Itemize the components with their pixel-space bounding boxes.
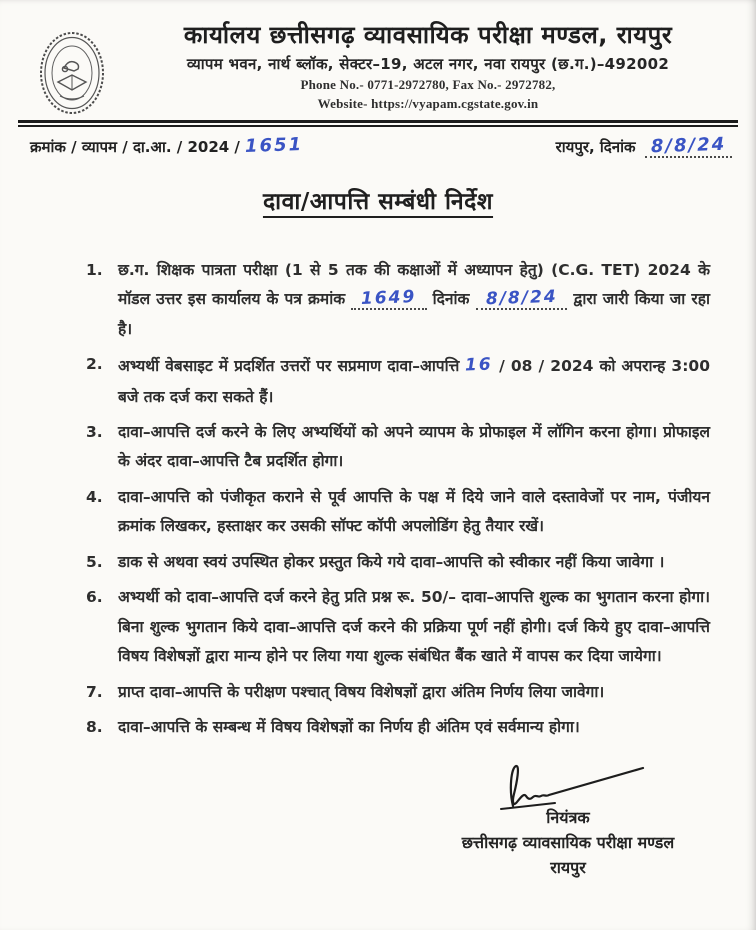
item-text: दावा–आपत्ति को पंजीकृत कराने से पूर्व आपत्ति के पक्ष में दिये जाने वाले दस्तावेजों पर नाम, पंजीयन क्रमांक लिखकर, हस्ताक्षर कर उसकी सॉफ्ट कॉपी अपलोडिंग हेतु तैयार रखें।: [118, 487, 710, 536]
reference-number-handwritten: 1651: [244, 133, 304, 158]
item-text: छ.ग. शिक्षक पात्रता परीक्षा (1 से 5 तक की कक्षाओं में अध्यापन हेतु) (C.G. TET) 2024 के मॉडल उत्तर इस कार्यालय के पत्र क्रमांक 1649 दिनांक 8/8/24 द्वारा जारी किया जा रहा है।: [118, 261, 710, 338]
notice-title: दावा/आपत्ति सम्बंधी निर्देश: [262, 189, 494, 215]
phone-fax-line: Phone No.- 0771-2972780, Fax No.- 2972782,: [300, 77, 556, 92]
reference-number: [30, 133, 304, 158]
instruction-list: [86, 256, 710, 742]
website-line: Website- https://vyapam.cgstate.gov.in: [317, 96, 539, 111]
letter-date-handwritten: 8/8/24: [485, 287, 558, 310]
item-number: 1.: [86, 261, 103, 279]
item-number: 5.: [86, 552, 103, 571]
item-text: प्राप्त दावा–आपत्ति के परीक्षण पश्चात् विषय विशेषज्ञों द्वारा अंतिम निर्णय लिया जावेगा।: [118, 682, 605, 701]
date-handwritten: 8/8/24: [650, 133, 727, 158]
signatory-place: रायपुर: [550, 858, 586, 878]
objection-day-handwritten: 16: [465, 354, 494, 376]
org-address: व्यापम भवन, नार्थ ब्लॉक, सेक्टर–19, अटल नगर, नवा रायपुर (छ.ग.)–492002: [186, 55, 670, 73]
date-fill-line: [645, 133, 732, 158]
header-divider: [18, 120, 738, 127]
item-text: अभ्यर्थी को दावा–आपत्ति दर्ज करने हेतु प्रति प्रश्न रू. 50/– दावा–आपत्ति शुल्क का भुगतान करना होगा। बिना शुल्क भुगतान किये दावा–आपत्ति दर्ज करने की प्रक्रिया पूर्ण नहीं होगी। दर्ज किये हुए दावा–आपत्ति विषय विशेषज्ञों द्वारा मान्य होने पर लिया गया शुल्क संबंधित बैंक खाते में वापस कर दिया जायेगा।: [118, 588, 710, 666]
instruction-item-2: [86, 350, 710, 412]
item-text: डाक से अथवा स्वयं उपस्थित होकर प्रस्तुत किये गये दावा–आपत्ति को स्वीकार नहीं किया जावेगा ।: [118, 552, 665, 571]
letterhead: [0, 0, 756, 112]
instruction-item-4: [86, 483, 710, 542]
item-number: 6.: [86, 588, 103, 607]
item-text: दावा–आपत्ति दर्ज करने के लिए अभ्यर्थियों को अपने व्यापम के प्रोफाइल में लॉगिन करना होगा। प्रोफाइल के अंदर दावा–आपत्ति टैब प्रदर्शित होगा।: [118, 423, 710, 471]
instruction-item-6: [86, 583, 710, 671]
instruction-item-5: [86, 548, 710, 577]
item-text: दावा–आपत्ति के सम्बन्ध में विषय विशेषज्ञों का निर्णय ही अंतिम एवं सर्वमान्य होगा।: [118, 717, 580, 736]
item-number: 8.: [86, 717, 103, 736]
letter-number-handwritten: 1649: [360, 287, 417, 310]
instruction-item-1: [86, 256, 710, 344]
org-name: कार्यालय छत्तीसगढ़ व्यावसायिक परीक्षा मण्डल, रायपुर: [183, 21, 673, 49]
vyapam-seal-icon: [38, 30, 106, 116]
reference-number-label: क्रमांक / व्यापम / दा.आ. / 2024 /: [30, 138, 240, 156]
signature-block: [408, 760, 728, 880]
signatory-designation: नियंत्रक: [546, 808, 590, 828]
item-number: 3.: [86, 423, 103, 442]
letter-number-fill: [351, 287, 426, 310]
item-number: 7.: [86, 682, 103, 701]
letterhead-text: [128, 20, 728, 112]
instruction-item-7: [86, 678, 710, 707]
instruction-item-8: [86, 713, 710, 742]
item-number: 4.: [86, 487, 103, 506]
letter-date-fill: [476, 287, 568, 310]
reference-row: [0, 127, 756, 158]
signatory-org: छत्तीसगढ़ व्यावसायिक परीक्षा मण्डल: [461, 833, 675, 853]
instruction-item-3: [86, 418, 710, 477]
place-date: [555, 133, 732, 158]
item-text: अभ्यर्थी वेबसाइट में प्रदर्शित उत्तरों पर सप्रमाण दावा–आपत्ति 16 / 08 / 2024 को अपरान्ह 3:00 बजे तक दर्ज करा सकते हैं।: [118, 350, 710, 412]
signature-icon: [483, 760, 653, 812]
item-number: 2.: [86, 355, 103, 374]
place-date-label: रायपुर, दिनांक: [555, 138, 636, 156]
